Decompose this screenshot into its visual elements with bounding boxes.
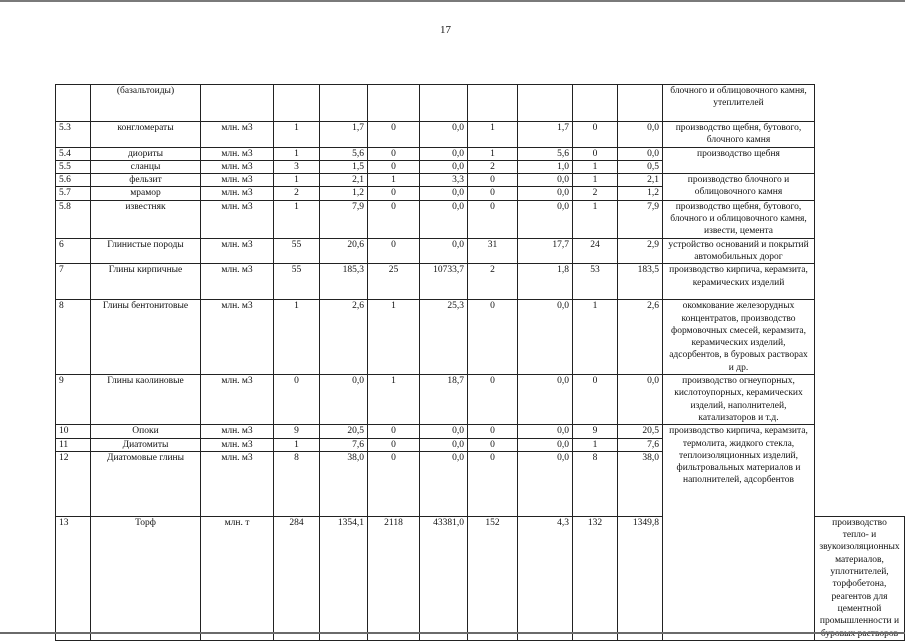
cell-v5	[468, 85, 518, 122]
cell-desc: производство кирпича, керамзита, термолита, жидкого стекла, теплоизоляционных изделий, фильтровальных материалов и наполнителей, адсорбентов	[663, 425, 815, 641]
cell-v6	[518, 85, 573, 122]
cell-v8	[618, 85, 663, 122]
cell-v4: 3,3	[420, 174, 468, 187]
cell-v3: 2118	[368, 516, 420, 640]
cell-v4: 0,0	[420, 425, 468, 438]
cell-no: 7	[56, 264, 91, 300]
resources-table	[55, 84, 905, 641]
cell-v7: 8	[573, 451, 618, 516]
cell-v3: 0	[368, 187, 420, 200]
cell-v2: 1,5	[320, 160, 368, 173]
cell-no: 5.3	[56, 122, 91, 148]
cell-v3: 0	[368, 425, 420, 438]
cell-unit: млн. м3	[201, 187, 274, 200]
cell-unit: млн. м3	[201, 264, 274, 300]
cell-v7: 1	[573, 300, 618, 375]
cell-v3: 1	[368, 300, 420, 375]
cell-v7: 1	[573, 200, 618, 238]
cell-v6: 0,0	[518, 300, 573, 375]
cell-unit: млн. м3	[201, 300, 274, 375]
cell-v5: 0	[468, 451, 518, 516]
cell-name: конгломераты	[91, 122, 201, 148]
cell-v4: 0,0	[420, 122, 468, 148]
cell-name: диориты	[91, 147, 201, 160]
cell-unit: млн. м3	[201, 438, 274, 451]
cell-v1: 3	[274, 160, 320, 173]
page-number: 17	[440, 24, 451, 36]
cell-v7: 1	[573, 438, 618, 451]
cell-unit	[201, 85, 274, 122]
cell-desc: производство щебня, бутового, блочного и облицовочного камня, извести, цемента	[663, 200, 815, 238]
cell-v1: 1	[274, 300, 320, 375]
cell-v4: 18,7	[420, 375, 468, 425]
cell-v8: 7,6	[618, 438, 663, 451]
cell-no: 5.6	[56, 174, 91, 187]
cell-v2: 7,9	[320, 200, 368, 238]
cell-v5: 0	[468, 438, 518, 451]
cell-desc: производство щебня	[663, 147, 815, 174]
table-row	[56, 300, 905, 375]
cell-v2: 2,6	[320, 300, 368, 375]
cell-v7	[573, 85, 618, 122]
cell-name: известняк	[91, 200, 201, 238]
cell-name: Глины бентонитовые	[91, 300, 201, 375]
cell-unit: млн. т	[201, 516, 274, 640]
cell-desc: окомкование железорудных концентратов, производство формовочных смесей, керамзита, керамических изделий, адсорбентов, в буровых растворах и др.	[663, 300, 815, 375]
cell-v6: 0,0	[518, 425, 573, 438]
table-row	[56, 200, 905, 238]
cell-no: 12	[56, 451, 91, 516]
cell-unit: млн. м3	[201, 451, 274, 516]
cell-v3: 0	[368, 122, 420, 148]
cell-v4: 0,0	[420, 238, 468, 264]
cell-v3: 0	[368, 238, 420, 264]
cell-v6: 5,6	[518, 147, 573, 160]
cell-v3: 1	[368, 375, 420, 425]
cell-v5: 0	[468, 187, 518, 200]
cell-name: фельзит	[91, 174, 201, 187]
cell-v6: 4,3	[518, 516, 573, 640]
cell-v5: 31	[468, 238, 518, 264]
cell-no: 13	[56, 516, 91, 640]
table-row	[56, 375, 905, 425]
table-row	[56, 122, 905, 148]
cell-v1: 1	[274, 147, 320, 160]
cell-unit: млн. м3	[201, 122, 274, 148]
cell-v6: 0,0	[518, 451, 573, 516]
cell-v7: 1	[573, 160, 618, 173]
cell-v1	[274, 85, 320, 122]
cell-v8: 183,5	[618, 264, 663, 300]
cell-v7: 9	[573, 425, 618, 438]
cell-name: Опоки	[91, 425, 201, 438]
cell-unit: млн. м3	[201, 375, 274, 425]
cell-name: Диатомиты	[91, 438, 201, 451]
cell-unit: млн. м3	[201, 160, 274, 173]
cell-v1: 9	[274, 425, 320, 438]
cell-v6: 0,0	[518, 174, 573, 187]
cell-name: Глины кирпичные	[91, 264, 201, 300]
cell-unit: млн. м3	[201, 238, 274, 264]
cell-no: 11	[56, 438, 91, 451]
cell-v7: 2	[573, 187, 618, 200]
cell-v8: 7,9	[618, 200, 663, 238]
cell-v1: 1	[274, 200, 320, 238]
cell-v7: 0	[573, 122, 618, 148]
cell-v6: 0,0	[518, 375, 573, 425]
table-row	[56, 425, 905, 438]
page-top-edge	[0, 0, 905, 2]
cell-v2: 20,5	[320, 425, 368, 438]
cell-name: (базальтоиды)	[91, 85, 201, 122]
cell-v4: 0,0	[420, 451, 468, 516]
cell-v8: 20,5	[618, 425, 663, 438]
cell-v4: 0,0	[420, 187, 468, 200]
cell-v8: 2,1	[618, 174, 663, 187]
cell-v8: 1,2	[618, 187, 663, 200]
cell-v2: 20,6	[320, 238, 368, 264]
cell-desc: производство тепло- и звукоизоляционных материалов, уплотнителей, торфобетона, реагентов для цементной промышленности и	[815, 516, 905, 640]
cell-no: 5.5	[56, 160, 91, 173]
cell-v4: 25,3	[420, 300, 468, 375]
cell-v2: 0,0	[320, 375, 368, 425]
cell-v2: 185,3	[320, 264, 368, 300]
cell-v1: 55	[274, 238, 320, 264]
cell-name: Глины каолиновые	[91, 375, 201, 425]
cell-v8: 0,0	[618, 122, 663, 148]
cell-v3: 0	[368, 160, 420, 173]
cell-unit: млн. м3	[201, 425, 274, 438]
cell-v8: 0,0	[618, 375, 663, 425]
cell-desc: блочного и облицовочного камня, утеплителей	[663, 85, 815, 122]
cell-unit: млн. м3	[201, 174, 274, 187]
cell-v2	[320, 85, 368, 122]
table-row	[56, 264, 905, 300]
cell-no: 8	[56, 300, 91, 375]
cell-desc: производство блочного и облицовочного камня	[663, 174, 815, 201]
cell-v5: 1	[468, 147, 518, 160]
cell-v2: 7,6	[320, 438, 368, 451]
page-bottom-edge	[0, 632, 905, 634]
table-row	[56, 238, 905, 264]
cell-v7: 53	[573, 264, 618, 300]
cell-v4: 0,0	[420, 160, 468, 173]
cell-v5: 0	[468, 300, 518, 375]
cell-v6: 17,7	[518, 238, 573, 264]
cell-desc: производство огнеупорных, кислотоупорных, керамических изделий, наполнителей, катализаторов и т.д.	[663, 375, 815, 425]
cell-v4: 0,0	[420, 147, 468, 160]
cell-v6: 0,0	[518, 438, 573, 451]
cell-desc: устройство оснований и покрытий автомобильных дорог	[663, 238, 815, 264]
cell-v1: 1	[274, 122, 320, 148]
cell-v3: 0	[368, 147, 420, 160]
cell-v6: 1,0	[518, 160, 573, 173]
cell-v8: 1349,8	[618, 516, 663, 640]
cell-v4	[420, 85, 468, 122]
table-row	[56, 85, 905, 122]
cell-name: Диатомовые глины	[91, 451, 201, 516]
cell-no: 6	[56, 238, 91, 264]
cell-v5: 2	[468, 264, 518, 300]
cell-v3: 25	[368, 264, 420, 300]
cell-v7: 0	[573, 147, 618, 160]
cell-no: 5.4	[56, 147, 91, 160]
cell-v7: 0	[573, 375, 618, 425]
cell-v3	[368, 85, 420, 122]
cell-v5: 152	[468, 516, 518, 640]
cell-v5: 0	[468, 200, 518, 238]
cell-v1: 1	[274, 174, 320, 187]
cell-v6: 1,7	[518, 122, 573, 148]
cell-name: Торф	[91, 516, 201, 640]
cell-v5: 0	[468, 375, 518, 425]
cell-v5: 0	[468, 174, 518, 187]
cell-v5: 2	[468, 160, 518, 173]
cell-v4: 10733,7	[420, 264, 468, 300]
cell-v3: 1	[368, 174, 420, 187]
cell-v6: 0,0	[518, 187, 573, 200]
cell-desc: производство щебня, бутового, блочного камня	[663, 122, 815, 148]
table-row	[56, 147, 905, 160]
cell-unit: млн. м3	[201, 147, 274, 160]
cell-v1: 284	[274, 516, 320, 640]
cell-no: 9	[56, 375, 91, 425]
cell-name: сланцы	[91, 160, 201, 173]
cell-v5: 0	[468, 425, 518, 438]
cell-v5: 1	[468, 122, 518, 148]
cell-v8: 2,9	[618, 238, 663, 264]
cell-v3: 0	[368, 451, 420, 516]
table-row	[56, 174, 905, 187]
cell-name: Глинистые породы	[91, 238, 201, 264]
cell-no: 5.8	[56, 200, 91, 238]
cell-no	[56, 85, 91, 122]
cell-v4: 0,0	[420, 438, 468, 451]
cell-v7: 1	[573, 174, 618, 187]
cell-v8: 0,0	[618, 147, 663, 160]
cell-v8: 2,6	[618, 300, 663, 375]
cell-v7: 24	[573, 238, 618, 264]
cell-name: мрамор	[91, 187, 201, 200]
cell-v6: 0,0	[518, 200, 573, 238]
cell-v1: 0	[274, 375, 320, 425]
cell-v8: 38,0	[618, 451, 663, 516]
cell-v2: 38,0	[320, 451, 368, 516]
cell-v3: 0	[368, 438, 420, 451]
cell-v2: 1354,1	[320, 516, 368, 640]
cell-v7: 132	[573, 516, 618, 640]
cell-v4: 0,0	[420, 200, 468, 238]
cell-v1: 8	[274, 451, 320, 516]
cell-v8: 0,5	[618, 160, 663, 173]
cell-v1: 2	[274, 187, 320, 200]
cell-v2: 1,2	[320, 187, 368, 200]
cell-v6: 1,8	[518, 264, 573, 300]
cell-v3: 0	[368, 200, 420, 238]
cell-v1: 1	[274, 438, 320, 451]
cell-v4: 43381,0	[420, 516, 468, 640]
cell-desc: производство кирпича, керамзита, керамических изделий	[663, 264, 815, 300]
cell-no: 10	[56, 425, 91, 438]
cell-unit: млн. м3	[201, 200, 274, 238]
cell-v2: 1,7	[320, 122, 368, 148]
cell-v2: 2,1	[320, 174, 368, 187]
cell-no: 5.7	[56, 187, 91, 200]
cell-v1: 55	[274, 264, 320, 300]
cell-v2: 5,6	[320, 147, 368, 160]
